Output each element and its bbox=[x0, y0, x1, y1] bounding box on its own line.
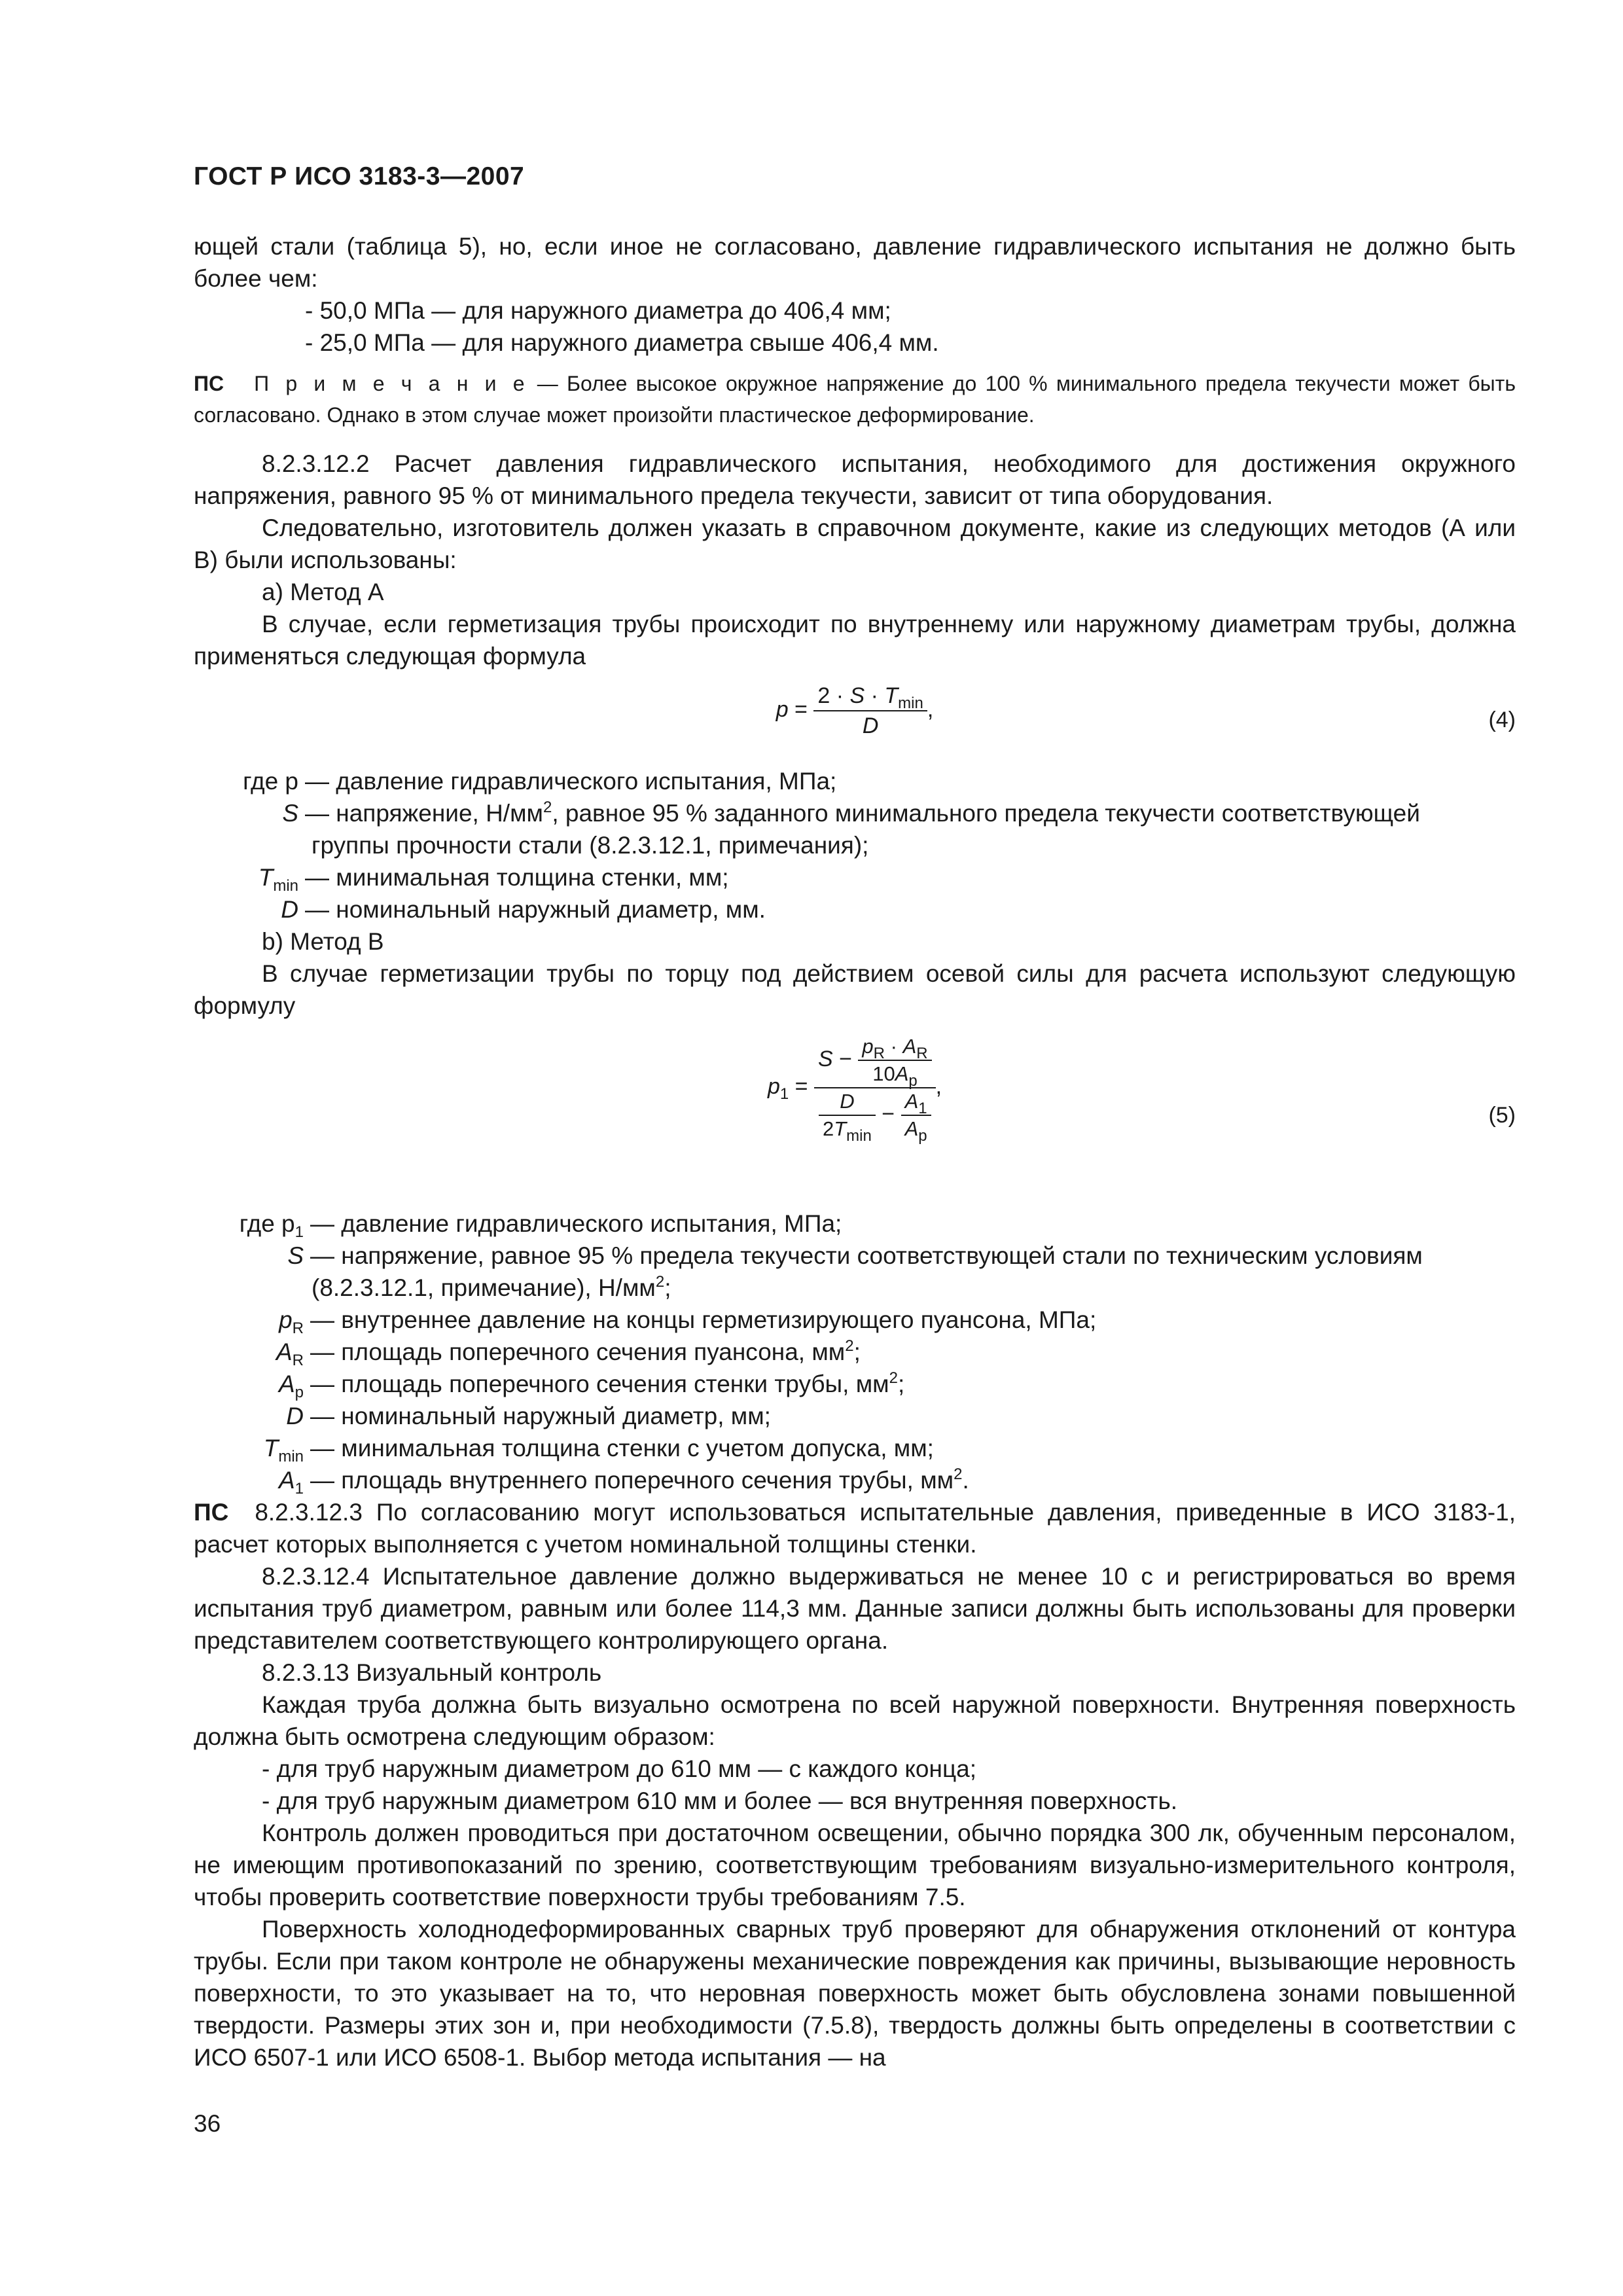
formula-term: 2 bbox=[822, 1117, 834, 1140]
inner-fraction bbox=[858, 1033, 931, 1090]
definition-text-part: — площадь поперечного сечения стенки трубы, мм bbox=[310, 1371, 889, 1397]
definition-symbol: D bbox=[286, 1403, 304, 1429]
list-item: - для труб наружным диаметром 610 мм и более — вся внутренняя поверхность. bbox=[262, 1787, 1178, 1814]
formula-subscript: min bbox=[846, 1127, 872, 1145]
method-a-heading: а) Метод А bbox=[262, 579, 384, 605]
definition-s bbox=[194, 797, 1516, 829]
formula-subscript: R bbox=[916, 1045, 928, 1062]
formula-symbol: p bbox=[767, 1073, 780, 1099]
formula-symbol: p bbox=[776, 696, 789, 722]
formula-term: 2 · bbox=[817, 683, 850, 708]
inner-numerator: D bbox=[819, 1088, 876, 1116]
definition-text-part: — площадь внутреннего поперечного сечения трубы, мм bbox=[310, 1467, 954, 1494]
definition-text bbox=[304, 1368, 1516, 1400]
definition-text: — минимальная толщина стенки, мм; bbox=[305, 864, 729, 891]
formula-operator: − bbox=[875, 1101, 901, 1126]
clause-8-2-3-12-4: 8.2.3.12.4 Испытательное давление должно выдерживаться не менее 10 с и регистрироваться во время испытания труб диаметром, равным или более 114,3 мм. Данные записи должны быть использованы для проверки представителем соответствующего контролирующего органа. bbox=[194, 1563, 1516, 1654]
formula-symbol: A bbox=[904, 1117, 919, 1140]
definition-text bbox=[304, 1464, 1516, 1496]
formula-operator: = bbox=[788, 696, 814, 722]
symbol-subscript: min bbox=[273, 877, 298, 895]
paragraph-methods: Следовательно, изготовитель должен указать в справочном документе, какие из следующих методов (А или В) были использованы: bbox=[194, 514, 1516, 573]
definition-text-part: — площадь поперечного сечения пуансона, мм bbox=[310, 1338, 846, 1365]
inner-fraction bbox=[901, 1088, 931, 1145]
definition-text-part: . bbox=[962, 1467, 969, 1494]
definition-p1 bbox=[194, 1208, 1516, 1240]
definition-symbol: S bbox=[287, 1242, 304, 1269]
denominator: D bbox=[862, 713, 879, 738]
definition-symbol bbox=[194, 1304, 304, 1336]
symbol-subscript: 1 bbox=[294, 1480, 304, 1498]
superscript: 2 bbox=[845, 1337, 854, 1355]
definition-text: — минимальная толщина стенки с учетом допуска, мм; bbox=[310, 1435, 934, 1462]
denominator bbox=[814, 1088, 936, 1145]
symbol-text: p bbox=[279, 1306, 293, 1333]
definition-text: — напряжение, равное 95 % предела текучести соответствующей стали по техническим условиям bbox=[310, 1242, 1423, 1269]
formula-term: 10 bbox=[872, 1062, 895, 1085]
inner-denominator bbox=[901, 1116, 931, 1145]
definition-s bbox=[194, 1240, 1516, 1272]
formula-operator: · bbox=[865, 683, 885, 708]
paragraph-surface: Поверхность холоднодеформированных сварных труб проверяют для обнаружения отклонений от контура трубы. Если при таком контроле не обнаружены механические повреждения как причины, вызывающие неровность поверхности, то это указывает на то, что неровная поверхность может быть обусловлена зонами повышенной твердости. Размеры этих зон и, при необходимости (7.5.8), твердость должны быть определены в соответствии с ИСО 6507-1 или ИСО 6508-1. Выбор метода испытания — на bbox=[194, 1916, 1516, 2071]
list-item: - 50,0 МПа — для наружного диаметра до 406,4 мм; bbox=[305, 297, 891, 324]
page-number: 36 bbox=[194, 2110, 221, 2137]
definition-ar bbox=[194, 1336, 1516, 1368]
formula-symbol: A bbox=[904, 1090, 919, 1113]
clause-8-2-3-13-heading: 8.2.3.13 Визуальный контроль bbox=[262, 1659, 602, 1686]
superscript: 2 bbox=[889, 1369, 898, 1387]
paragraph-intro: ющей стали (таблица 5), но, если иное не согласовано, давление гидравлического испытания не должно быть более чем: bbox=[194, 233, 1516, 292]
clause-8-2-3-12-2: 8.2.3.12.2 Расчет давления гидравлического испытания, необходимого для достижения окружного напряжения, равного 95 % от минимального предела текучести, зависит от типа оборудования. bbox=[194, 450, 1516, 509]
numerator bbox=[813, 681, 927, 711]
definition-pr bbox=[194, 1304, 1516, 1336]
definition-text-part: — напряжение, Н/мм bbox=[305, 800, 543, 827]
inner-denominator bbox=[819, 1116, 876, 1145]
definition-symbol bbox=[194, 765, 298, 797]
paragraph-method-b: В случае герметизации трубы по торцу под действием осевой силы для расчета используют следующую формулу bbox=[194, 960, 1516, 1019]
numerator bbox=[814, 1033, 936, 1088]
symbol-subscript: min bbox=[278, 1448, 304, 1465]
definition-continuation bbox=[194, 1272, 1516, 1304]
definition-d bbox=[194, 1400, 1516, 1432]
symbol-text: A bbox=[276, 1338, 293, 1365]
list-item: - для труб наружным диаметром до 610 мм — с каждого конца; bbox=[262, 1755, 976, 1782]
definition-p bbox=[194, 765, 1516, 797]
clause-8-2-3-12-3 bbox=[194, 1496, 1516, 1560]
definition-text-part: , равное 95 % заданного минимального предела текучести соответствующей bbox=[552, 800, 1420, 827]
symbol-text: A bbox=[278, 1467, 295, 1494]
superscript: 2 bbox=[655, 1273, 665, 1291]
definition-symbol bbox=[194, 1208, 304, 1240]
symbol-subscript: R bbox=[292, 1352, 304, 1369]
symbol-subscript: 1 bbox=[294, 1223, 304, 1241]
definition-text bbox=[304, 1336, 1516, 1368]
formula-number: (5) bbox=[1488, 1103, 1516, 1128]
definition-text-part: ; bbox=[664, 1274, 671, 1301]
symbol-text: где p bbox=[243, 768, 298, 795]
formula-subscript: min bbox=[898, 694, 923, 712]
formula-punctuation: , bbox=[935, 1073, 942, 1099]
definition-symbol bbox=[194, 1464, 304, 1496]
definition-text: — номинальный наружный диаметр, мм. bbox=[305, 896, 766, 923]
formula-symbol: T bbox=[884, 683, 899, 708]
note-label: П р и м е ч а н и е bbox=[254, 372, 529, 395]
definition-text bbox=[298, 797, 1516, 829]
inner-denominator bbox=[858, 1061, 931, 1090]
formula-subscript: 1 bbox=[918, 1100, 927, 1117]
symbol-subscript: p bbox=[294, 1384, 304, 1401]
ps-marker: ПС bbox=[194, 372, 224, 395]
definition-a1 bbox=[194, 1464, 1516, 1496]
formula-subscript: 1 bbox=[779, 1085, 789, 1103]
inner-numerator bbox=[858, 1033, 931, 1061]
symbol-text: где p bbox=[239, 1210, 295, 1237]
formula-subscript: p bbox=[908, 1072, 918, 1090]
formula-number: (4) bbox=[1488, 708, 1516, 732]
definition-continuation: группы прочности стали (8.2.3.12.1, примечания); bbox=[312, 832, 869, 859]
formula-symbol: T bbox=[834, 1117, 847, 1140]
paragraph-visual: Каждая труба должна быть визуально осмотрена по всей наружной поверхности. Внутренняя поверхность должна быть осмотрена следующим образом: bbox=[194, 1691, 1516, 1750]
standard-designation: ГОСТ Р ИСО 3183-3—2007 bbox=[194, 162, 525, 190]
formula-subscript: R bbox=[873, 1045, 885, 1062]
definition-tmin bbox=[194, 1432, 1516, 1464]
definition-symbol bbox=[194, 861, 298, 893]
formula-4 bbox=[194, 681, 1516, 759]
definition-symbol bbox=[194, 1336, 304, 1368]
formula-symbol: S bbox=[849, 683, 865, 708]
list-item: - 25,0 МПа — для наружного диаметра свыше 406,4 мм. bbox=[305, 329, 939, 356]
body-text bbox=[194, 230, 1516, 2073]
note-text: — Более высокое окружное напряжение до 100 % минимального предела текучести может быть согласовано. Однако в этом случае может произойти пластическое деформирование. bbox=[194, 372, 1516, 427]
inner-fraction bbox=[819, 1088, 876, 1145]
method-b-heading: b) Метод В bbox=[262, 928, 384, 955]
formula-symbol: A bbox=[902, 1035, 917, 1058]
formula-5 bbox=[194, 1033, 1516, 1197]
superscript: 2 bbox=[543, 798, 552, 816]
superscript: 2 bbox=[954, 1465, 963, 1483]
definition-symbol bbox=[194, 1432, 304, 1464]
fraction bbox=[814, 1033, 936, 1145]
formula-operator: − bbox=[832, 1046, 859, 1071]
ps-marker: ПС bbox=[194, 1499, 229, 1526]
paragraph-control: Контроль должен проводиться при достаточном освещении, обычно порядка 300 лк, обученным персоналом, не имеющим противопоказаний по зрению, соответствующим требованиям визуально-измерительного контроля, чтобы проверить соответствие поверхности трубы требованиям 7.5. bbox=[194, 1820, 1516, 1910]
definition-symbol bbox=[194, 1368, 304, 1400]
paragraph-method-a: В случае, если герметизация трубы происходит по внутреннему или наружному диаметрам трубы, должна применяться следующая формула bbox=[194, 611, 1516, 670]
symbol-text: T bbox=[263, 1435, 279, 1462]
definition-text: — внутреннее давление на концы герметизирующего пуансона, МПа; bbox=[310, 1306, 1097, 1333]
symbol-subscript: R bbox=[292, 1319, 304, 1337]
formula-symbol: A bbox=[895, 1062, 909, 1085]
formula-symbol: p bbox=[862, 1035, 874, 1058]
fraction bbox=[813, 681, 927, 740]
formula-subscript: p bbox=[918, 1127, 927, 1145]
note bbox=[194, 368, 1516, 431]
clause-text: 8.2.3.12.3 По согласованию могут использоваться испытательные давления, приведенные в ИСО 3183-1, расчет которых выполняется с учетом номинальной толщины стенки. bbox=[194, 1499, 1516, 1558]
definition-symbol: S bbox=[282, 800, 298, 827]
inner-numerator bbox=[901, 1088, 931, 1116]
definition-ap bbox=[194, 1368, 1516, 1400]
definition-text-part: ; bbox=[897, 1371, 905, 1397]
symbol-text: T bbox=[258, 864, 274, 891]
formula-operator: = bbox=[789, 1073, 814, 1099]
formula-symbol: S bbox=[817, 1046, 833, 1071]
definition-text: — номинальный наружный диаметр, мм; bbox=[310, 1403, 771, 1429]
definition-text: — давление гидравлического испытания, МПа; bbox=[310, 1210, 842, 1237]
symbol-text: A bbox=[278, 1371, 295, 1397]
definition-d bbox=[194, 893, 1516, 925]
formula-operator: · bbox=[885, 1035, 903, 1058]
definition-text: — давление гидравлического испытания, МПа; bbox=[305, 768, 837, 795]
definition-symbol: D bbox=[281, 896, 298, 923]
formula-punctuation: , bbox=[927, 696, 934, 722]
definition-text-part: ; bbox=[853, 1338, 861, 1365]
definition-tmin bbox=[194, 861, 1516, 893]
definition-text-part: (8.2.3.12.1, примечание), Н/мм bbox=[312, 1274, 656, 1301]
